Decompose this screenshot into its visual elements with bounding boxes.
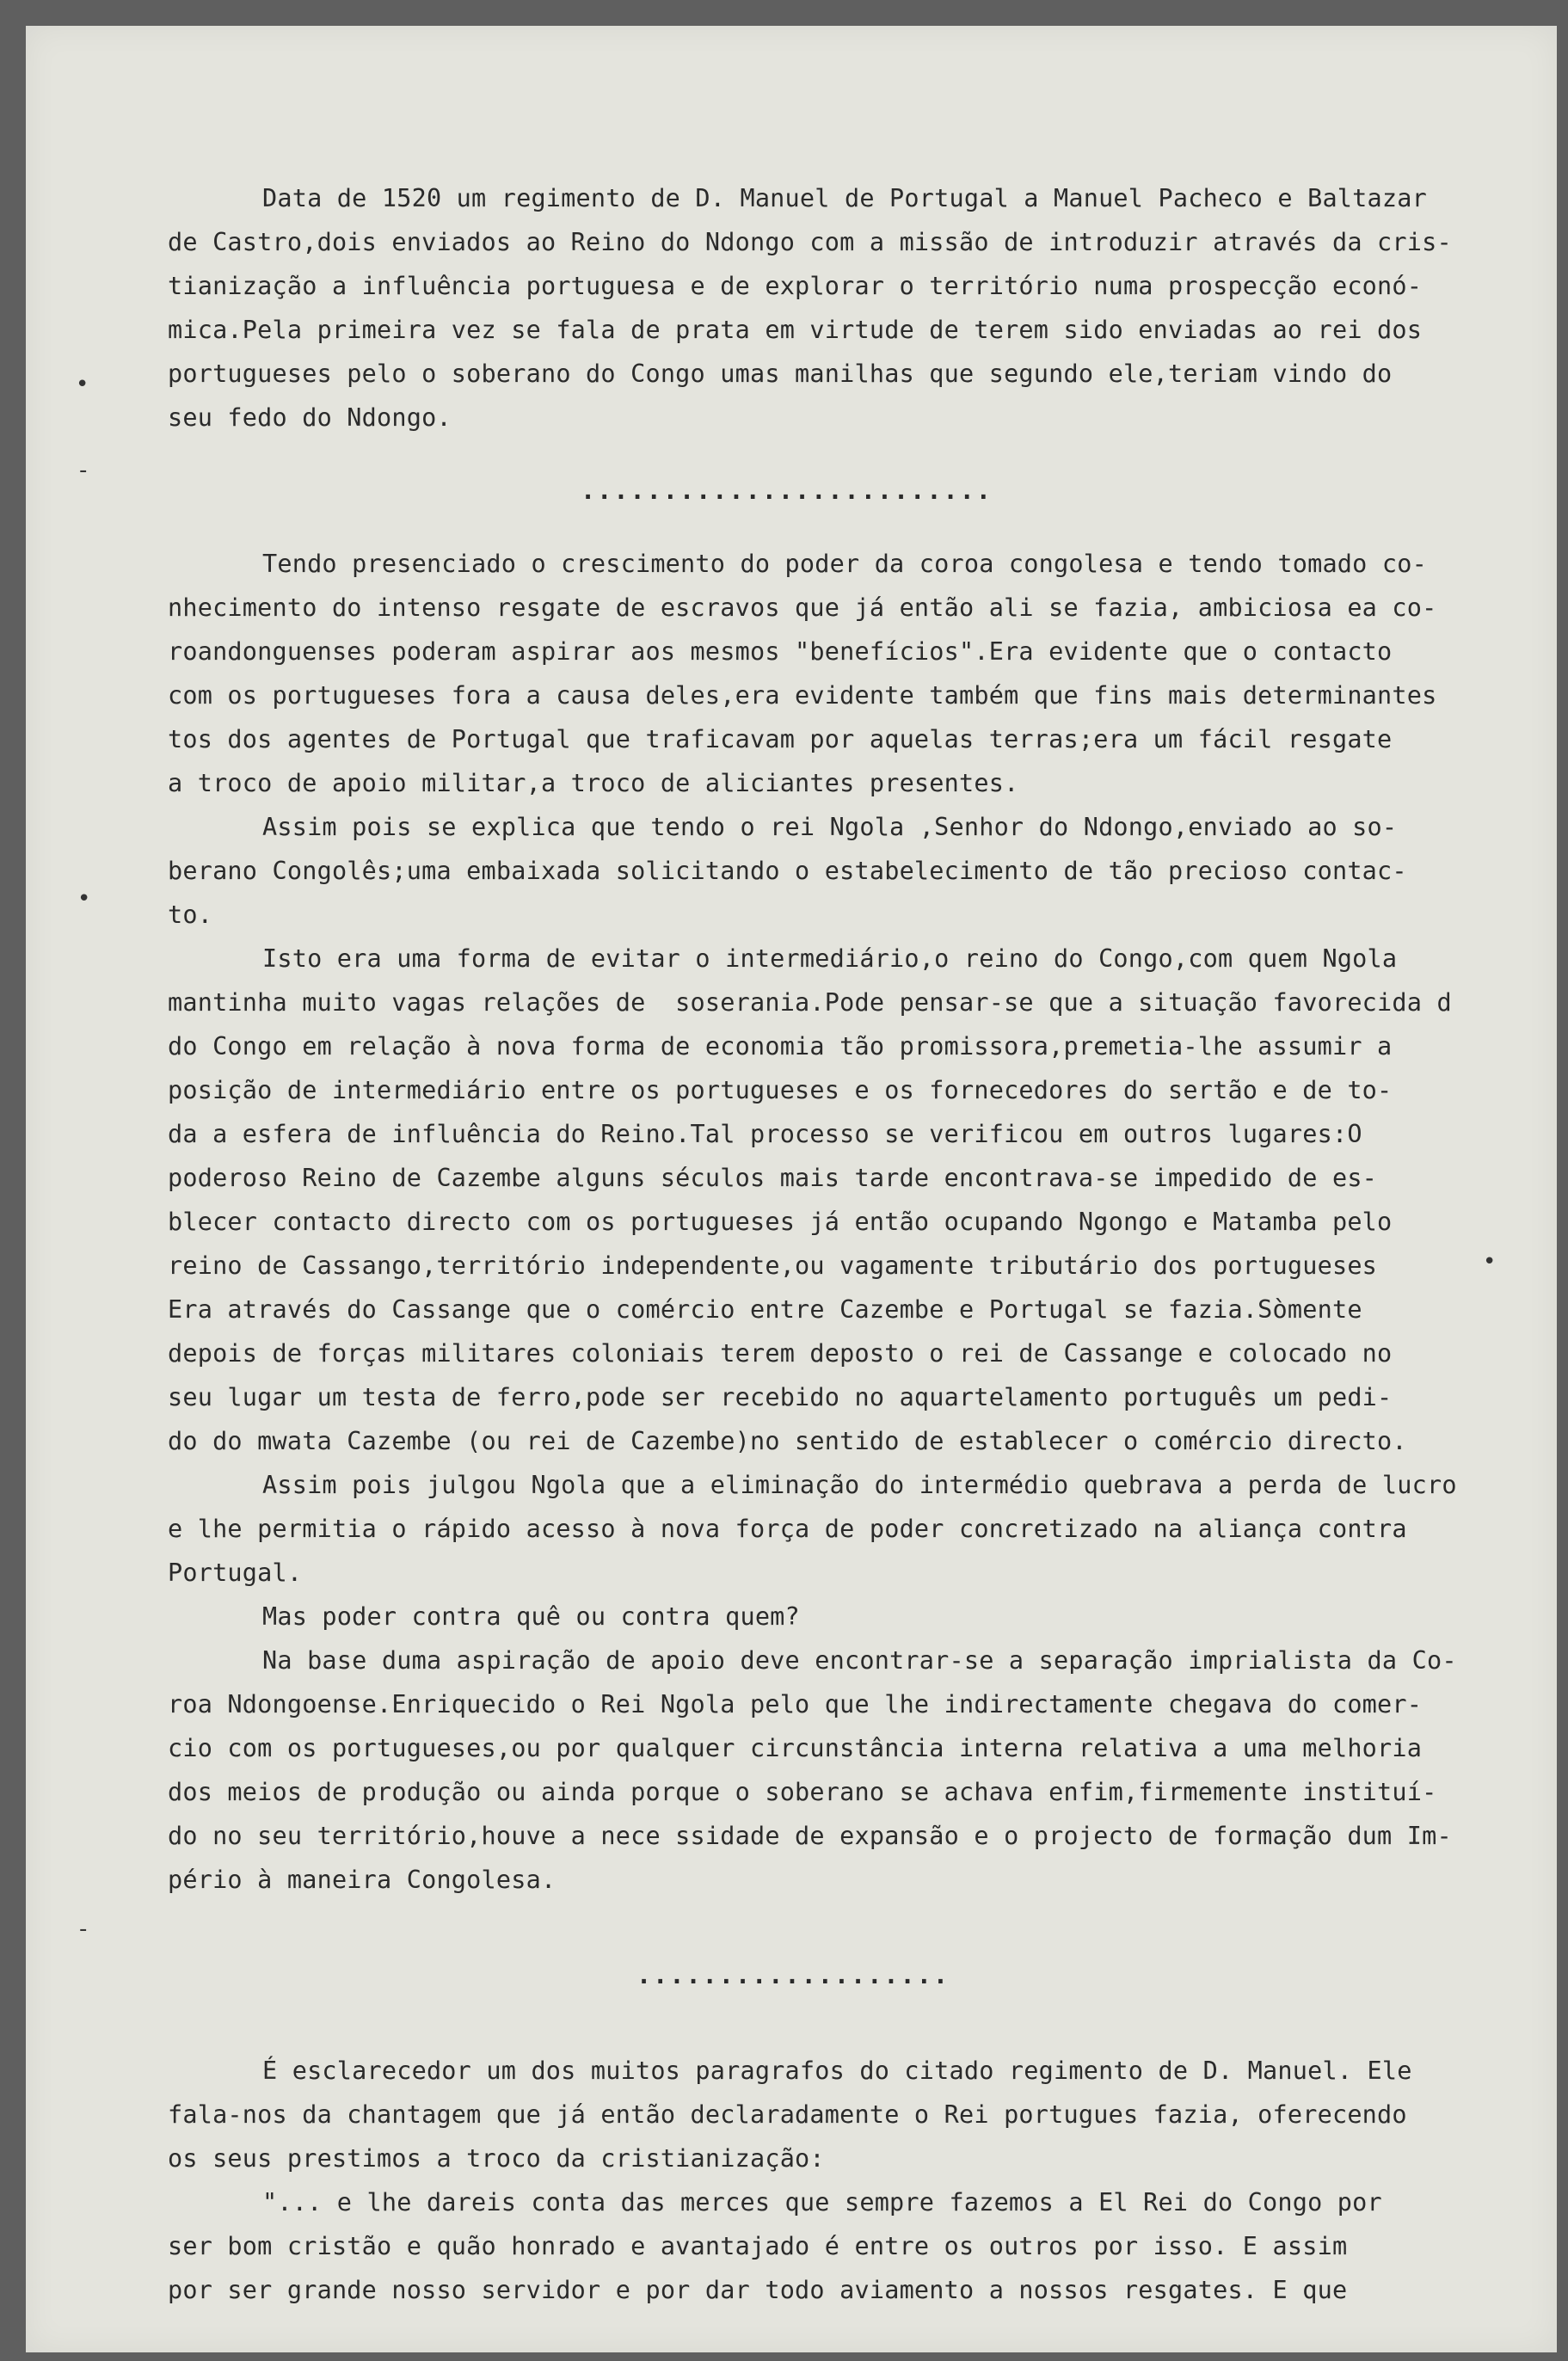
text-line: dos meios de produção ou ainda porque o soberano se achava enfim,firmemente instituí- bbox=[168, 1778, 1437, 1806]
text-line: seu fedo do Ndongo. bbox=[168, 403, 452, 432]
text-line: Tendo presenciado o crescimento do poder da coroa congolesa e tendo tomado co- bbox=[262, 550, 1427, 578]
text-line: Isto era uma forma de evitar o intermediário,o reino do Congo,com quem Ngola bbox=[262, 944, 1398, 973]
text-line: do no seu território,houve a nece ssidade de expansão e o projecto de formação dum Im- bbox=[168, 1822, 1452, 1850]
text-line: do do mwata Cazembe (ou rei de Cazembe)no sentido de establecer o comércio directo. bbox=[168, 1427, 1407, 1455]
text-line: da a esfera de influência do Reino.Tal processo se verificou em outros lugares:O bbox=[168, 1120, 1362, 1148]
text-line: seu lugar um testa de ferro,pode ser recebido no aquartelamento português um pedi- bbox=[168, 1383, 1393, 1411]
text-line: to. bbox=[168, 901, 213, 929]
text-line: berano Congolês;uma embaixada solicitando o estabelecimento de tão precioso contac- bbox=[168, 857, 1407, 885]
text-line: pério à maneira Congolesa. bbox=[168, 1866, 556, 1894]
section-separator: ......................... bbox=[581, 477, 993, 505]
text-line: tianização a influência portuguesa e de explorar o território numa prospecção econó- bbox=[168, 272, 1423, 300]
text-line: os seus prestimos a troco da cristianização: bbox=[168, 2144, 825, 2173]
text-line: depois de forças militares coloniais terem deposto o rei de Cassange e colocado no bbox=[168, 1339, 1393, 1368]
text-line: roandonguenses poderam aspirar aos mesmos "benefícios".Era evidente que o contacto bbox=[168, 637, 1393, 666]
text-line: mica.Pela primeira vez se fala de prata em virtude de terem sido enviadas ao rei dos bbox=[168, 316, 1423, 344]
text-line: cio com os portugueses,ou por qualquer circunstância interna relativa a uma melhoria bbox=[168, 1734, 1423, 1762]
text-line: portugueses pelo o soberano do Congo umas manilhas que segundo ele,teriam vindo do bbox=[168, 360, 1393, 388]
text-line: Mas poder contra quê ou contra quem? bbox=[262, 1602, 800, 1631]
quote-line: "... e lhe dareis conta das merces que sempre fazemos a El Rei do Congo por bbox=[262, 2188, 1382, 2217]
margin-mark: - bbox=[79, 458, 88, 483]
text-line: fala-nos da chantagem que já então declaradamente o Rei portugues fazia, oferecendo bbox=[168, 2100, 1407, 2129]
quote-line: por ser grande nosso servidor e por dar todo aviamento a nossos resgates. E que bbox=[168, 2276, 1348, 2304]
text-line: Assim pois se explica que tendo o rei Ngola ,Senhor do Ndongo,enviado ao so- bbox=[262, 813, 1398, 841]
text-line: roa Ndongoense.Enriquecido o Rei Ngola pelo que lhe indirectamente chegava do comer- bbox=[168, 1690, 1423, 1718]
text-line: posição de intermediário entre os portugueses e os fornecedores do sertão e de to- bbox=[168, 1076, 1393, 1104]
section-separator: ................... bbox=[636, 1961, 950, 1989]
text-line: É esclarecedor um dos muitos paragrafos do citado regimento de D. Manuel. Ele bbox=[262, 2057, 1412, 2085]
margin-mark: - bbox=[79, 1916, 88, 1942]
text-line: poderoso Reino de Cazembe alguns séculos mais tarde encontrava-se impedido de es- bbox=[168, 1164, 1378, 1192]
text-line: Assim pois julgou Ngola que a eliminação do intermédio quebrava a perda de lucro bbox=[262, 1471, 1457, 1499]
text-line: reino de Cassango,território independente,ou vagamente tributário dos portugueses bbox=[168, 1251, 1378, 1280]
text-line: do Congo em relação à nova forma de economia tão promissora,premetia-lhe assumir a bbox=[168, 1032, 1393, 1061]
margin-mark: • bbox=[76, 372, 89, 397]
text-line: Era através do Cassange que o comércio entre Cazembe e Portugal se fazia.Sòmente bbox=[168, 1295, 1362, 1324]
text-line: Data de 1520 um regimento de D. Manuel de Portugal a Manuel Pacheco e Baltazar bbox=[262, 184, 1427, 212]
text-line: Portugal. bbox=[168, 1559, 303, 1587]
text-line: blecer contacto directo com os portugueses já então ocupando Ngongo e Matamba pelo bbox=[168, 1208, 1393, 1236]
margin-mark: • bbox=[1483, 1249, 1497, 1275]
text-line: nhecimento do intenso resgate de escravos que já então ali se fazia, ambiciosa ea co- bbox=[168, 593, 1437, 622]
quote-line: ser bom cristão e quão honrado e avantajado é entre os outros por isso. E assim bbox=[168, 2232, 1348, 2260]
margin-mark: • bbox=[77, 886, 91, 912]
text-line: de Castro,dois enviados ao Reino do Ndongo com a missão de introduzir através da cris- bbox=[168, 228, 1452, 256]
text-line: com os portugueses fora a causa deles,era evidente também que fins mais determinantes bbox=[168, 681, 1437, 710]
text-line: tos dos agentes de Portugal que traficavam por aquelas terras;era um fácil resgate bbox=[168, 725, 1393, 753]
text-line: Na base duma aspiração de apoio deve encontrar-se a separação imprialista da Co- bbox=[262, 1646, 1457, 1675]
text-line: mantinha muito vagas relações de soserania.Pode pensar-se que a situação favorecida d bbox=[168, 988, 1452, 1017]
text-line: e lhe permitia o rápido acesso à nova força de poder concretizado na aliança contra bbox=[168, 1515, 1407, 1543]
typed-text bbox=[168, 176, 1522, 2312]
text-line: a troco de apoio militar,a troco de aliciantes presentes. bbox=[168, 769, 1019, 797]
